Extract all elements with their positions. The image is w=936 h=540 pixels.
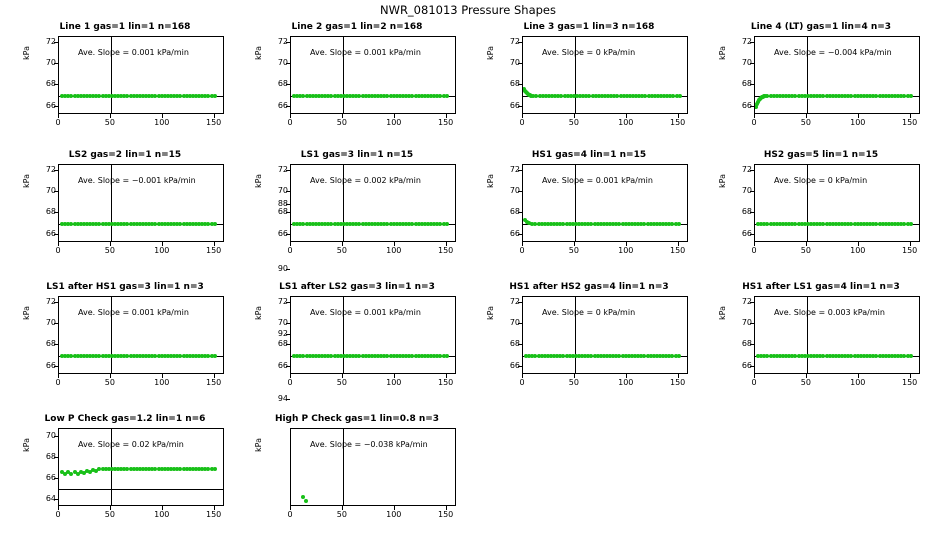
chart-panel bbox=[484, 282, 694, 402]
y-tick-label: 66 bbox=[45, 360, 56, 370]
y-tick-label: 68 bbox=[45, 79, 56, 89]
y-tick-label: 70 bbox=[509, 186, 520, 196]
y-tick-label: 64 bbox=[45, 493, 56, 503]
x-tick-label: 100 bbox=[386, 246, 402, 255]
x-tick-label: 150 bbox=[901, 246, 918, 255]
y-tick-label: 68 bbox=[45, 452, 56, 462]
x-tick-label: 50 bbox=[568, 378, 579, 387]
data-point bbox=[213, 354, 217, 358]
y-tick-label: 72 bbox=[509, 297, 520, 307]
x-tick-label: 100 bbox=[386, 378, 402, 387]
y-tick-label: 66 bbox=[277, 360, 288, 370]
y-tick-labels bbox=[30, 36, 56, 114]
slope-annotation: Ave. Slope = 0 kPa/min bbox=[774, 176, 868, 185]
y-tick-labels bbox=[30, 164, 56, 242]
y-axis-label: kPa bbox=[486, 46, 495, 60]
x-tick-labels bbox=[287, 506, 456, 522]
chart-panel bbox=[716, 282, 926, 402]
y-tick-label: 70 bbox=[277, 186, 288, 196]
y-tick-labels bbox=[262, 36, 288, 114]
y-axis-label: kPa bbox=[254, 46, 263, 60]
x-tick-label: 100 bbox=[618, 118, 634, 127]
x-tick-labels bbox=[519, 374, 688, 390]
x-tick-labels bbox=[751, 242, 920, 258]
y-tick-labels bbox=[30, 428, 56, 506]
x-tick-label: 50 bbox=[104, 246, 115, 255]
x-tick-label: 150 bbox=[437, 246, 454, 255]
x-tick-label: 0 bbox=[751, 378, 757, 387]
y-tick-label: 68 bbox=[45, 207, 56, 217]
data-point bbox=[678, 94, 682, 98]
data-point bbox=[213, 94, 217, 98]
data-point bbox=[677, 222, 681, 226]
y-tick-label: 68 bbox=[277, 207, 288, 217]
data-point bbox=[304, 499, 308, 503]
slope-annotation: Ave. Slope = 0 kPa/min bbox=[542, 308, 636, 317]
y-tick-label: 70 bbox=[741, 318, 752, 328]
y-tick-label: 66 bbox=[741, 228, 752, 238]
y-axis-label: kPa bbox=[486, 174, 495, 188]
x-tick-label: 50 bbox=[800, 246, 811, 255]
x-tick-label: 0 bbox=[519, 378, 525, 387]
x-tick-labels bbox=[751, 114, 920, 130]
panel-title: LS1 after LS2 gas=3 lin=1 n=3 bbox=[279, 282, 435, 292]
x-tick-labels bbox=[55, 506, 224, 522]
x-tick-label: 100 bbox=[850, 118, 866, 127]
y-tick-label: 68 bbox=[509, 339, 520, 349]
chart-panel bbox=[20, 22, 230, 142]
x-tick-labels bbox=[287, 242, 456, 258]
x-tick-label: 0 bbox=[55, 510, 61, 519]
x-tick-label: 50 bbox=[104, 510, 115, 519]
y-tick-labels bbox=[30, 296, 56, 374]
x-tick-labels bbox=[55, 114, 224, 130]
reference-hline bbox=[59, 489, 223, 490]
slope-annotation: Ave. Slope = 0.001 kPa/min bbox=[542, 176, 653, 185]
panel-title: High P Check gas=1 lin=0.8 n=3 bbox=[274, 414, 440, 424]
y-tick-label: 68 bbox=[741, 207, 752, 217]
slope-annotation: Ave. Slope = 0.001 kPa/min bbox=[310, 308, 421, 317]
x-tick-label: 150 bbox=[669, 246, 686, 255]
x-tick-label: 150 bbox=[205, 246, 222, 255]
data-point bbox=[909, 222, 913, 226]
y-tick-label: 66 bbox=[277, 100, 288, 110]
panel-title: HS1 after HS2 gas=4 lin=1 n=3 bbox=[509, 282, 669, 292]
x-tick-label: 0 bbox=[751, 246, 757, 255]
x-tick-labels bbox=[519, 114, 688, 130]
y-tick-label: 70 bbox=[45, 431, 56, 441]
data-point bbox=[909, 354, 913, 358]
x-tick-label: 100 bbox=[850, 246, 866, 255]
y-tick-label: 68 bbox=[45, 339, 56, 349]
x-tick-label: 50 bbox=[336, 510, 347, 519]
y-tick-label: 68 bbox=[741, 79, 752, 89]
y-tick-label: 70 bbox=[45, 58, 56, 68]
x-tick-label: 0 bbox=[55, 246, 61, 255]
y-tick-label: 72 bbox=[45, 297, 56, 307]
y-axis-label: kPa bbox=[22, 438, 31, 452]
x-tick-label: 150 bbox=[669, 378, 686, 387]
chart-panel bbox=[20, 282, 230, 402]
y-tick-label: 72 bbox=[509, 165, 520, 175]
panel-title: Line 2 gas=1 lin=2 n=168 bbox=[291, 22, 423, 32]
y-tick-label: 66 bbox=[509, 228, 520, 238]
y-axis-label: kPa bbox=[254, 174, 263, 188]
data-point bbox=[445, 354, 449, 358]
panel-title: LS2 gas=2 lin=1 n=15 bbox=[68, 150, 182, 160]
y-tick-label: 90 bbox=[277, 263, 288, 273]
x-tick-label: 0 bbox=[287, 378, 293, 387]
y-tick-label: 72 bbox=[277, 165, 288, 175]
chart-panel bbox=[484, 22, 694, 142]
y-tick-label: 72 bbox=[45, 37, 56, 47]
x-tick-labels bbox=[519, 242, 688, 258]
data-point bbox=[909, 94, 913, 98]
panel-title: HS1 gas=4 lin=1 n=15 bbox=[531, 150, 647, 160]
slope-annotation: Ave. Slope = −0.001 kPa/min bbox=[78, 176, 196, 185]
y-tick-label: 66 bbox=[45, 100, 56, 110]
y-tick-labels bbox=[726, 296, 752, 374]
chart-panel bbox=[252, 150, 462, 270]
y-tick-label: 94 bbox=[277, 393, 288, 403]
slope-annotation: Ave. Slope = 0.003 kPa/min bbox=[774, 308, 885, 317]
x-tick-label: 0 bbox=[287, 118, 293, 127]
data-point bbox=[445, 94, 449, 98]
y-tick-label: 70 bbox=[45, 318, 56, 328]
slope-annotation: Ave. Slope = 0.001 kPa/min bbox=[310, 48, 421, 57]
x-tick-label: 100 bbox=[618, 378, 634, 387]
panel-title: Line 3 gas=1 lin=3 n=168 bbox=[523, 22, 655, 32]
slope-annotation: Ave. Slope = −0.004 kPa/min bbox=[774, 48, 892, 57]
x-tick-label: 50 bbox=[104, 378, 115, 387]
chart-panel bbox=[716, 150, 926, 270]
y-tick-labels bbox=[726, 164, 752, 242]
x-tick-label: 150 bbox=[205, 378, 222, 387]
x-tick-label: 0 bbox=[519, 246, 525, 255]
y-axis-label: kPa bbox=[254, 438, 263, 452]
y-tick-label: 66 bbox=[509, 360, 520, 370]
chart-panel bbox=[716, 22, 926, 142]
y-tick-label: 70 bbox=[509, 58, 520, 68]
y-axis-label: kPa bbox=[718, 306, 727, 320]
x-tick-label: 0 bbox=[287, 510, 293, 519]
x-tick-label: 100 bbox=[850, 378, 866, 387]
y-tick-label: 70 bbox=[509, 318, 520, 328]
data-point bbox=[213, 467, 217, 471]
data-point bbox=[445, 222, 449, 226]
y-tick-label: 72 bbox=[741, 297, 752, 307]
y-axis-label: kPa bbox=[718, 174, 727, 188]
x-tick-label: 50 bbox=[568, 118, 579, 127]
y-axis-label: kPa bbox=[486, 306, 495, 320]
x-tick-label: 0 bbox=[287, 246, 293, 255]
y-tick-label: 70 bbox=[277, 318, 288, 328]
x-tick-label: 150 bbox=[901, 118, 918, 127]
panel-title: LS1 after HS1 gas=3 lin=1 n=3 bbox=[46, 282, 204, 292]
y-tick-label: 70 bbox=[741, 58, 752, 68]
x-tick-label: 50 bbox=[800, 378, 811, 387]
x-tick-label: 150 bbox=[669, 118, 686, 127]
slope-annotation: Ave. Slope = 0.002 kPa/min bbox=[310, 176, 421, 185]
y-tick-label: 68 bbox=[509, 79, 520, 89]
y-tick-label: 66 bbox=[509, 100, 520, 110]
y-tick-label: 92 bbox=[277, 328, 288, 338]
chart-panel bbox=[20, 414, 230, 534]
x-tick-label: 100 bbox=[386, 118, 402, 127]
x-tick-label: 100 bbox=[154, 510, 170, 519]
slope-annotation: Ave. Slope = 0.001 kPa/min bbox=[78, 48, 189, 57]
y-tick-label: 66 bbox=[45, 472, 56, 482]
y-axis-label: kPa bbox=[254, 306, 263, 320]
panel-title: Line 4 (LT) gas=1 lin=4 n=3 bbox=[750, 22, 892, 32]
panel-title: Line 1 gas=1 lin=1 n=168 bbox=[59, 22, 191, 32]
x-tick-label: 50 bbox=[336, 118, 347, 127]
y-tick-label: 66 bbox=[277, 228, 288, 238]
x-tick-label: 100 bbox=[154, 246, 170, 255]
x-tick-label: 150 bbox=[437, 118, 454, 127]
y-tick-label: 66 bbox=[45, 228, 56, 238]
x-tick-labels bbox=[751, 374, 920, 390]
y-tick-labels bbox=[494, 296, 520, 374]
x-tick-label: 100 bbox=[618, 246, 634, 255]
y-tick-label: 72 bbox=[741, 165, 752, 175]
chart-panel bbox=[252, 22, 462, 142]
y-tick-labels bbox=[494, 164, 520, 242]
x-tick-labels bbox=[55, 242, 224, 258]
slope-annotation: Ave. Slope = 0.02 kPa/min bbox=[78, 440, 184, 449]
x-tick-label: 0 bbox=[519, 118, 525, 127]
x-tick-label: 150 bbox=[205, 118, 222, 127]
y-tick-label: 72 bbox=[277, 37, 288, 47]
x-tick-label: 150 bbox=[901, 378, 918, 387]
y-tick-label: 66 bbox=[741, 360, 752, 370]
y-tick-label: 72 bbox=[741, 37, 752, 47]
x-tick-label: 50 bbox=[336, 246, 347, 255]
x-tick-label: 0 bbox=[55, 118, 61, 127]
panel-title: HS2 gas=5 lin=1 n=15 bbox=[763, 150, 879, 160]
y-tick-label: 70 bbox=[277, 58, 288, 68]
panel-title: Low P Check gas=1.2 lin=1 n=6 bbox=[44, 414, 206, 424]
y-tick-label: 88 bbox=[277, 198, 288, 208]
data-point bbox=[677, 354, 681, 358]
x-tick-label: 100 bbox=[154, 118, 170, 127]
y-axis-label: kPa bbox=[22, 46, 31, 60]
figure-title: NWR_081013 Pressure Shapes bbox=[379, 3, 557, 17]
y-tick-label: 68 bbox=[509, 207, 520, 217]
y-axis-label: kPa bbox=[22, 174, 31, 188]
x-tick-labels bbox=[287, 374, 456, 390]
panel-title: HS1 after LS1 gas=4 lin=1 n=3 bbox=[742, 282, 900, 292]
x-tick-label: 100 bbox=[154, 378, 170, 387]
x-tick-labels bbox=[55, 374, 224, 390]
y-tick-label: 68 bbox=[741, 339, 752, 349]
x-tick-label: 150 bbox=[437, 378, 454, 387]
slope-annotation: Ave. Slope = −0.038 kPa/min bbox=[310, 440, 428, 449]
y-tick-label: 72 bbox=[277, 297, 288, 307]
x-tick-label: 150 bbox=[437, 510, 454, 519]
chart-panel bbox=[252, 282, 462, 402]
y-tick-label: 70 bbox=[45, 186, 56, 196]
y-axis-label: kPa bbox=[22, 306, 31, 320]
x-tick-label: 50 bbox=[800, 118, 811, 127]
y-tick-label: 72 bbox=[45, 165, 56, 175]
slope-annotation: Ave. Slope = 0.001 kPa/min bbox=[78, 308, 189, 317]
y-tick-labels bbox=[726, 36, 752, 114]
y-tick-labels bbox=[494, 36, 520, 114]
y-tick-label: 66 bbox=[741, 100, 752, 110]
y-tick-label: 68 bbox=[277, 339, 288, 349]
x-tick-label: 50 bbox=[568, 246, 579, 255]
y-tick-label: 68 bbox=[277, 79, 288, 89]
x-tick-label: 0 bbox=[751, 118, 757, 127]
chart-panel bbox=[20, 150, 230, 270]
y-axis-label: kPa bbox=[718, 46, 727, 60]
x-tick-label: 50 bbox=[336, 378, 347, 387]
y-tick-label: 70 bbox=[741, 186, 752, 196]
x-tick-label: 150 bbox=[205, 510, 222, 519]
x-tick-label: 0 bbox=[55, 378, 61, 387]
slope-annotation: Ave. Slope = 0 kPa/min bbox=[542, 48, 636, 57]
panel-title: LS1 gas=3 lin=1 n=15 bbox=[300, 150, 414, 160]
data-point bbox=[213, 222, 217, 226]
x-tick-label: 50 bbox=[104, 118, 115, 127]
x-tick-label: 100 bbox=[386, 510, 402, 519]
chart-panel bbox=[484, 150, 694, 270]
x-tick-labels bbox=[287, 114, 456, 130]
y-tick-label: 72 bbox=[509, 37, 520, 47]
